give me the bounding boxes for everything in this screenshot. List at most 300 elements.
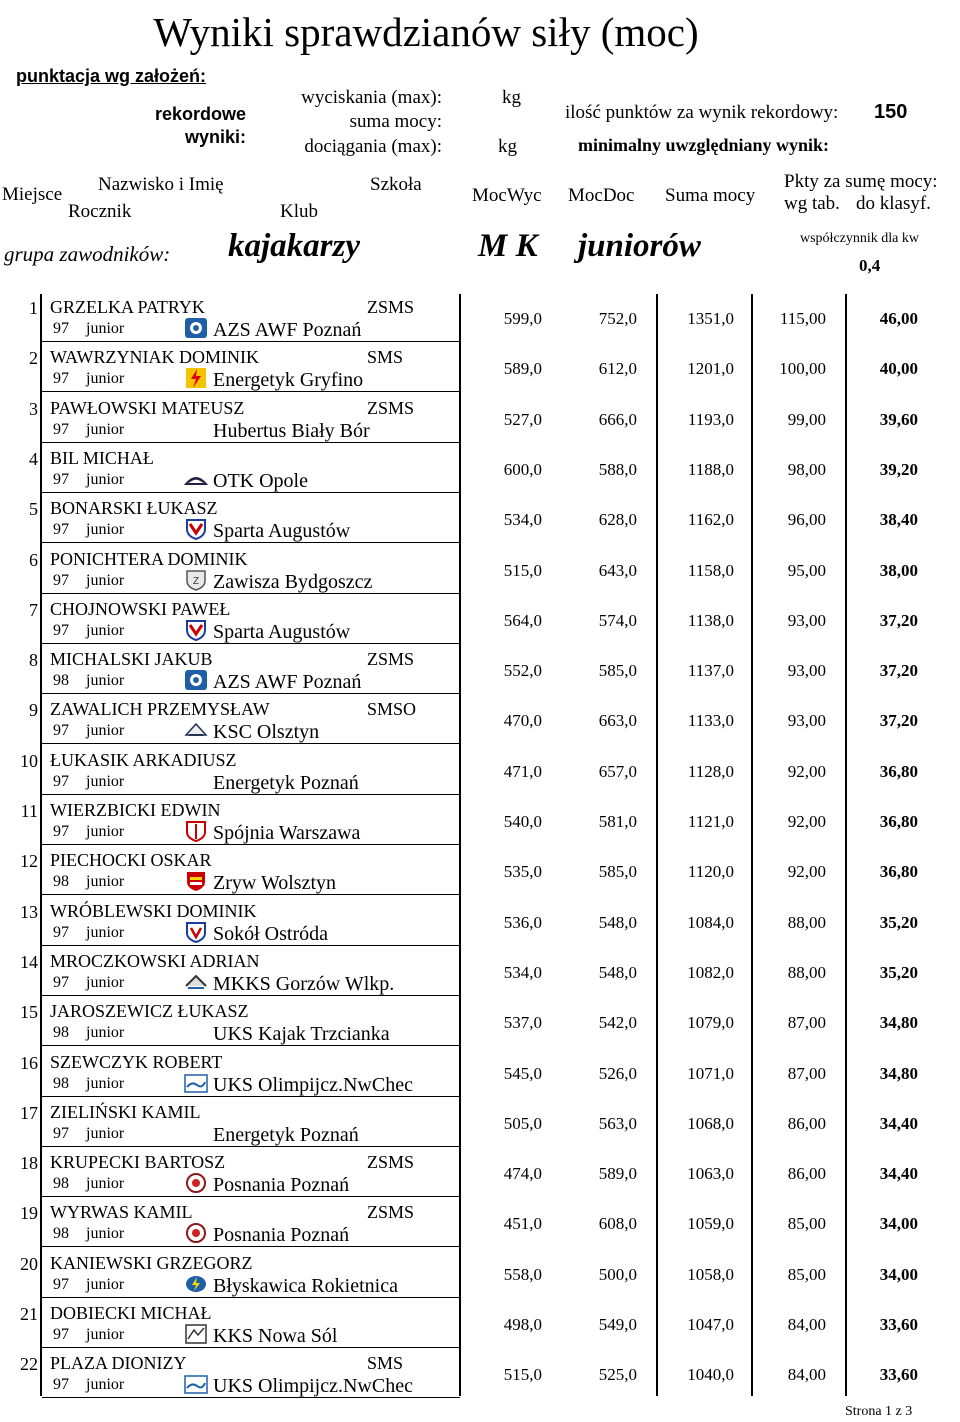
club-name: Sparta Augustów xyxy=(213,520,351,543)
points-value: 88,00 xyxy=(787,962,826,982)
rank-cell: 5 xyxy=(29,499,38,520)
athlete-name: PONICHTERA DOMINIK xyxy=(50,548,248,569)
category-cell: junior xyxy=(86,722,125,740)
class-points-value: 33,60 xyxy=(879,1315,918,1334)
athlete-name: KRUPECKI BARTOSZ xyxy=(50,1152,226,1173)
school-cell: SMS xyxy=(367,1353,404,1374)
club-logo-icon xyxy=(184,367,208,389)
athlete-name: CHOJNOWSKI PAWEŁ xyxy=(50,598,231,619)
athlete-name: PIECHOCKI OSKAR xyxy=(50,850,212,871)
col-points-label: Pkty za sumę mocy: xyxy=(784,171,938,192)
points-value: 85,00 xyxy=(787,1264,826,1284)
athlete-name: GRZELKA PATRYK xyxy=(50,297,205,317)
birth-year: 97 xyxy=(53,923,69,941)
birth-year: 98 xyxy=(53,672,69,690)
sum-value: 1133,0 xyxy=(687,711,734,731)
birth-year: 97 xyxy=(53,722,69,740)
category-cell: junior xyxy=(86,420,125,438)
club-name: Zryw Wolsztyn xyxy=(213,872,337,895)
moc-wyc-value: 451,0 xyxy=(503,1214,542,1234)
moc-wyc-value: 515,0 xyxy=(503,560,542,580)
birth-year: 97 xyxy=(53,420,69,438)
birth-year: 98 xyxy=(53,1074,69,1092)
class-points-value: 38,40 xyxy=(879,510,918,530)
moc-wyc-value: 471,0 xyxy=(503,761,542,781)
moc-wyc-value: 474,0 xyxy=(503,1164,542,1184)
category-cell: junior xyxy=(86,571,125,589)
coef-value: 0,4 xyxy=(859,256,881,275)
club-logo-icon xyxy=(184,719,208,741)
moc-doc-value: 581,0 xyxy=(598,812,637,831)
sum-value: 1120,0 xyxy=(687,862,734,882)
points-value: 115,00 xyxy=(779,309,826,328)
col-moc-doc: MocDoc xyxy=(568,185,635,206)
club-logo-icon xyxy=(184,569,208,591)
unit-kg-2: kg xyxy=(498,136,517,157)
sum-value: 1201,0 xyxy=(687,359,734,379)
sum-value: 1068,0 xyxy=(687,1113,734,1133)
category-cell: junior xyxy=(86,1175,125,1193)
rank-cell: 12 xyxy=(20,851,38,872)
unit-kg-1: kg xyxy=(502,87,521,108)
sum-value: 1193,0 xyxy=(687,409,734,429)
scoring-label: punktacja wg założeń: xyxy=(16,66,207,86)
category-cell: junior xyxy=(86,621,125,639)
rank-cell: 22 xyxy=(20,1354,38,1375)
club-logo-icon xyxy=(184,317,208,339)
birth-year: 97 xyxy=(53,1275,69,1293)
points-value: 86,00 xyxy=(787,1113,826,1133)
class-points-value: 34,00 xyxy=(879,1214,918,1234)
category-cell: junior xyxy=(86,1225,125,1243)
col-by-table: wg tab. xyxy=(784,193,840,214)
class-points-value: 34,40 xyxy=(879,1164,918,1184)
moc-wyc-value: 535,0 xyxy=(503,862,542,882)
moc-wyc-value: 527,0 xyxy=(503,409,542,429)
category-cell: junior xyxy=(86,1024,125,1042)
table-row xyxy=(0,544,960,594)
moc-wyc-value: 534,0 xyxy=(503,962,542,982)
athlete-name: BONARSKI ŁUKASZ xyxy=(50,498,218,519)
class-points-value: 33,60 xyxy=(879,1365,918,1385)
records-label-1: rekordowe xyxy=(154,104,246,124)
club-logo-icon xyxy=(184,518,208,540)
page-title: Wyniki sprawdzianów siły (moc) xyxy=(153,9,699,55)
points-value: 100,00 xyxy=(779,359,826,379)
school-cell: ZSMS xyxy=(367,397,415,418)
table-row xyxy=(0,393,960,443)
group-name: kajakarzy xyxy=(228,228,360,264)
sum-value: 1138,0 xyxy=(687,610,734,630)
category-cell: junior xyxy=(86,370,125,388)
sum-value: 1071,0 xyxy=(687,1063,734,1083)
birth-year: 98 xyxy=(53,1175,69,1193)
rank-cell: 10 xyxy=(20,750,38,771)
table-row xyxy=(0,946,960,996)
sum-value: 1084,0 xyxy=(687,912,734,932)
class-points-value: 39,20 xyxy=(879,459,918,479)
club-logo-icon xyxy=(184,971,208,993)
moc-wyc-value: 600,0 xyxy=(503,459,542,479)
athlete-name: DOBIECKI MICHAŁ xyxy=(50,1303,212,1323)
school-cell: SMSO xyxy=(367,699,417,720)
moc-doc-value: 526,0 xyxy=(598,1063,637,1083)
class-points-value: 34,40 xyxy=(879,1113,918,1133)
moc-wyc-value: 515,0 xyxy=(503,1365,542,1385)
club-name: Energetyk Poznań xyxy=(213,1123,359,1146)
birth-year: 97 xyxy=(53,1326,69,1343)
points-value: 95,00 xyxy=(787,560,826,580)
points-value: 98,00 xyxy=(787,459,826,479)
group-gender: M K xyxy=(478,228,538,264)
table-row xyxy=(0,493,960,543)
birth-year: 97 xyxy=(53,571,69,589)
table-row xyxy=(0,342,960,392)
moc-wyc-value: 599,0 xyxy=(503,309,542,328)
moc-doc-value: 548,0 xyxy=(598,962,637,982)
record-points-value: 150 xyxy=(874,101,908,123)
points-value: 96,00 xyxy=(787,510,826,530)
rank-cell: 21 xyxy=(20,1304,38,1324)
rank-cell: 15 xyxy=(20,1002,38,1023)
athlete-name: WAWRZYNIAK DOMINIK xyxy=(50,347,260,368)
table-row xyxy=(0,644,960,694)
category-cell: junior xyxy=(86,1275,125,1293)
class-points-value: 35,20 xyxy=(879,912,918,932)
category-cell: junior xyxy=(86,873,125,891)
points-value: 84,00 xyxy=(787,1365,826,1385)
moc-doc-value: 542,0 xyxy=(598,1013,637,1033)
moc-doc-value: 525,0 xyxy=(598,1365,637,1385)
moc-doc-value: 563,0 xyxy=(598,1113,637,1133)
rank-cell: 3 xyxy=(29,398,38,419)
table-row xyxy=(0,1197,960,1247)
sum-value: 1082,0 xyxy=(687,962,734,982)
points-value: 93,00 xyxy=(787,711,826,731)
rank-cell: 2 xyxy=(29,348,38,369)
athlete-name: SZEWCZYK ROBERT xyxy=(50,1051,223,1072)
birth-year: 98 xyxy=(53,1024,69,1042)
school-cell: SMS xyxy=(367,347,404,368)
records-label-2: wyniki: xyxy=(184,127,246,147)
athlete-name: JAROSZEWICZ ŁUKASZ xyxy=(50,1001,249,1022)
club-logo-icon xyxy=(184,820,208,842)
rank-cell: 9 xyxy=(29,700,38,721)
club-name: MKKS Gorzów Wlkp. xyxy=(213,972,395,995)
class-points-value: 46,00 xyxy=(879,309,918,328)
athlete-name: PLAZA DIONIZY xyxy=(50,1353,187,1374)
category-cell: junior xyxy=(86,973,125,991)
sum-value: 1121,0 xyxy=(687,812,734,831)
school-cell: ZSMS xyxy=(367,649,415,670)
rank-cell: 8 xyxy=(29,650,38,671)
club-name: Posnania Poznań xyxy=(213,1224,350,1247)
sum-value: 1158,0 xyxy=(687,560,734,580)
club-name: KSC Olsztyn xyxy=(213,721,320,744)
club-name: KKS Nowa Sól xyxy=(213,1325,338,1347)
table-row xyxy=(0,845,960,895)
athlete-name: ZIELIŃSKI KAMIL xyxy=(50,1101,201,1122)
points-value: 93,00 xyxy=(787,610,826,630)
points-value: 86,00 xyxy=(787,1164,826,1184)
points-value: 92,00 xyxy=(787,812,826,831)
class-points-value: 38,00 xyxy=(879,560,918,580)
class-points-value: 40,00 xyxy=(879,359,918,379)
group-label: grupa zawodników: xyxy=(4,242,171,266)
table-row xyxy=(0,795,960,845)
category-cell: junior xyxy=(86,672,125,690)
moc-doc-value: 666,0 xyxy=(598,409,637,429)
table-row xyxy=(0,594,960,644)
class-points-value: 39,60 xyxy=(879,409,918,429)
club-logo-icon xyxy=(184,619,208,641)
col-to-class: do klasyf. xyxy=(856,193,931,214)
table-row xyxy=(0,443,960,493)
category-cell: junior xyxy=(86,521,125,539)
moc-doc-value: 643,0 xyxy=(598,560,637,580)
school-cell: ZSMS xyxy=(367,1202,415,1223)
club-name: OTK Opole xyxy=(213,469,308,492)
moc-wyc-value: 545,0 xyxy=(503,1063,542,1083)
club-name: UKS Olimpijcz.NwChec xyxy=(213,1073,413,1096)
moc-doc-value: 549,0 xyxy=(598,1315,637,1334)
category-cell: junior xyxy=(86,1124,125,1142)
table-row xyxy=(0,1097,960,1147)
athlete-name: ŁUKASIK ARKADIUSZ xyxy=(50,749,237,770)
rank-cell: 20 xyxy=(20,1253,38,1274)
moc-doc-value: 608,0 xyxy=(598,1214,637,1234)
birth-year: 97 xyxy=(53,320,69,337)
athlete-name: PAWŁOWSKI MATEUSZ xyxy=(50,397,245,418)
moc-doc-value: 628,0 xyxy=(598,510,637,530)
moc-doc-value: 663,0 xyxy=(598,711,637,731)
sum-value: 1058,0 xyxy=(687,1264,734,1284)
sum-value: 1137,0 xyxy=(687,661,734,681)
moc-doc-value: 585,0 xyxy=(598,661,637,681)
moc-wyc-value: 536,0 xyxy=(503,912,542,932)
club-logo-icon xyxy=(184,1323,208,1345)
club-name: Błyskawica Rokietnica xyxy=(213,1274,398,1297)
club-name: Sparta Augustów xyxy=(213,620,351,643)
rank-cell: 6 xyxy=(29,549,38,570)
birth-year: 97 xyxy=(53,973,69,991)
class-points-value: 37,20 xyxy=(879,661,918,681)
row-divider xyxy=(42,1397,460,1398)
rank-cell: 13 xyxy=(20,901,38,922)
group-age: juniorów xyxy=(578,228,701,264)
points-value: 92,00 xyxy=(787,761,826,781)
birth-year: 97 xyxy=(53,521,69,539)
class-points-value: 34,00 xyxy=(879,1264,918,1284)
points-value: 85,00 xyxy=(787,1214,826,1234)
club-name: Spójnia Warszawa xyxy=(213,822,361,844)
points-value: 99,00 xyxy=(787,409,826,429)
category-cell: junior xyxy=(86,1326,125,1343)
athlete-name: MICHALSKI JAKUB xyxy=(50,649,213,670)
moc-wyc-value: 564,0 xyxy=(503,610,542,630)
rank-cell: 17 xyxy=(20,1102,38,1123)
class-points-value: 36,80 xyxy=(879,761,918,781)
category-cell: junior xyxy=(86,923,125,941)
rank-cell: 4 xyxy=(29,448,38,469)
athlete-name: MROCZKOWSKI ADRIAN xyxy=(50,950,260,971)
page-number: Strona 1 z 3 xyxy=(845,1404,913,1419)
birth-year: 98 xyxy=(53,873,69,891)
sum-label: suma mocy: xyxy=(349,111,442,132)
club-logo-icon xyxy=(184,1373,208,1395)
category-cell: junior xyxy=(86,772,125,790)
moc-wyc-value: 589,0 xyxy=(503,359,542,379)
athlete-name: BIL MICHAŁ xyxy=(50,447,154,468)
club-logo-icon xyxy=(184,1172,208,1194)
athlete-name: ZAWALICH PRZEMYSŁAW xyxy=(50,699,270,720)
col-moc-wyc: MocWyc xyxy=(472,185,542,206)
sum-value: 1162,0 xyxy=(687,510,734,530)
bench-label: wyciskania (max): xyxy=(301,87,442,108)
table-row xyxy=(0,1147,960,1197)
moc-doc-value: 612,0 xyxy=(598,359,637,379)
club-name: Zawisza Bydgoszcz xyxy=(213,570,373,593)
club-name: Energetyk Poznań xyxy=(213,771,359,794)
moc-wyc-value: 534,0 xyxy=(503,510,542,530)
col-school: Szkoła xyxy=(370,174,422,195)
class-points-value: 37,20 xyxy=(879,711,918,731)
col-sum: Suma mocy xyxy=(665,185,756,206)
table-row xyxy=(0,996,960,1046)
category-cell: junior xyxy=(86,470,125,488)
rank-cell: 1 xyxy=(29,298,38,318)
table-row xyxy=(0,1348,960,1398)
table-row xyxy=(0,1248,960,1298)
club-name: UKS Kajak Trzcianka xyxy=(213,1023,390,1046)
sum-value: 1059,0 xyxy=(687,1214,734,1234)
moc-wyc-value: 552,0 xyxy=(503,661,542,681)
rank-cell: 19 xyxy=(20,1203,38,1224)
athlete-name: WYRWAS KAMIL xyxy=(50,1202,193,1223)
club-name: Posnania Poznań xyxy=(213,1174,350,1197)
athlete-name: KANIEWSKI GRZEGORZ xyxy=(50,1252,253,1273)
athlete-name: WRÓBLEWSKI DOMINIK xyxy=(50,900,257,921)
table-row xyxy=(0,1298,960,1348)
sum-value: 1079,0 xyxy=(687,1013,734,1033)
category-cell: junior xyxy=(86,320,125,337)
birth-year: 98 xyxy=(53,1225,69,1243)
birth-year: 97 xyxy=(53,470,69,488)
pull-label: dociągania (max): xyxy=(304,136,442,157)
sum-value: 1188,0 xyxy=(687,459,734,479)
class-points-value: 34,80 xyxy=(879,1013,918,1033)
class-points-value: 35,20 xyxy=(879,962,918,982)
rank-cell: 16 xyxy=(20,1052,38,1073)
moc-doc-value: 588,0 xyxy=(598,459,637,479)
school-cell: ZSMS xyxy=(367,1152,415,1173)
club-name: Sokół Ostróda xyxy=(213,922,328,945)
points-value: 84,00 xyxy=(787,1315,826,1334)
category-cell: junior xyxy=(86,1074,125,1092)
moc-doc-value: 585,0 xyxy=(598,862,637,882)
coef-label: współczynnik dla kw xyxy=(800,231,919,246)
table-row xyxy=(0,896,960,946)
moc-wyc-value: 505,0 xyxy=(503,1113,542,1133)
col-name: Nazwisko i Imię xyxy=(98,174,224,195)
table-row xyxy=(0,694,960,744)
moc-wyc-value: 470,0 xyxy=(503,711,542,731)
table-row xyxy=(0,1047,960,1097)
club-name: AZS AWF Poznań xyxy=(213,671,362,694)
athlete-name: WIERZBICKI EDWIN xyxy=(50,800,221,820)
svg-text:Z: Z xyxy=(192,575,200,587)
class-points-value: 36,80 xyxy=(879,862,918,882)
birth-year: 97 xyxy=(53,772,69,790)
club-logo-icon xyxy=(184,468,208,490)
rank-cell: 11 xyxy=(20,801,38,821)
class-points-value: 37,20 xyxy=(879,610,918,630)
col-place: Miejsce xyxy=(2,184,63,205)
points-value: 92,00 xyxy=(787,862,826,882)
points-value: 87,00 xyxy=(787,1013,826,1033)
sum-value: 1063,0 xyxy=(687,1164,734,1184)
sum-value: 1351,0 xyxy=(687,309,734,328)
points-value: 88,00 xyxy=(787,912,826,932)
club-name: Hubertus Biały Bór xyxy=(213,419,370,442)
club-logo-icon xyxy=(184,669,208,691)
rank-cell: 7 xyxy=(29,599,38,620)
col-club: Klub xyxy=(280,201,318,222)
category-cell: junior xyxy=(86,823,125,840)
birth-year: 97 xyxy=(53,823,69,840)
moc-doc-value: 548,0 xyxy=(598,912,637,932)
club-name: AZS AWF Poznań xyxy=(213,319,362,341)
club-name: Energetyk Gryfino xyxy=(213,369,364,392)
sum-value: 1128,0 xyxy=(687,761,734,781)
min-result-label: minimalny uwzględniany wynik: xyxy=(578,135,830,155)
birth-year: 97 xyxy=(53,1124,69,1142)
club-name: UKS Olimpijcz.NwChec xyxy=(213,1375,413,1398)
category-cell: junior xyxy=(86,1376,125,1394)
moc-doc-value: 574,0 xyxy=(598,610,637,630)
table-row xyxy=(0,745,960,795)
moc-wyc-value: 498,0 xyxy=(503,1315,542,1334)
moc-doc-value: 500,0 xyxy=(598,1264,637,1284)
moc-wyc-value: 558,0 xyxy=(503,1264,542,1284)
school-cell: ZSMS xyxy=(367,297,415,317)
col-year: Rocznik xyxy=(68,201,132,222)
sum-value: 1040,0 xyxy=(687,1365,734,1385)
club-logo-icon xyxy=(184,1273,208,1295)
club-logo-icon xyxy=(184,921,208,943)
club-logo-icon xyxy=(184,870,208,892)
rank-cell: 18 xyxy=(20,1153,38,1174)
moc-wyc-value: 540,0 xyxy=(503,812,542,831)
moc-doc-value: 752,0 xyxy=(598,309,637,328)
record-points-label: ilość punktów za wynik rekordowy: xyxy=(565,102,839,123)
club-logo-icon xyxy=(184,1072,208,1094)
rank-cell: 14 xyxy=(20,951,38,972)
birth-year: 97 xyxy=(53,370,69,388)
birth-year: 97 xyxy=(53,1376,69,1394)
birth-year: 97 xyxy=(53,621,69,639)
points-value: 93,00 xyxy=(787,661,826,681)
class-points-value: 36,80 xyxy=(879,812,918,831)
sum-value: 1047,0 xyxy=(687,1315,734,1334)
club-logo-icon xyxy=(184,1222,208,1244)
class-points-value: 34,80 xyxy=(879,1063,918,1083)
table-row xyxy=(0,292,960,342)
moc-wyc-value: 537,0 xyxy=(503,1013,542,1033)
moc-doc-value: 657,0 xyxy=(598,761,637,781)
points-value: 87,00 xyxy=(787,1063,826,1083)
moc-doc-value: 589,0 xyxy=(598,1164,637,1184)
